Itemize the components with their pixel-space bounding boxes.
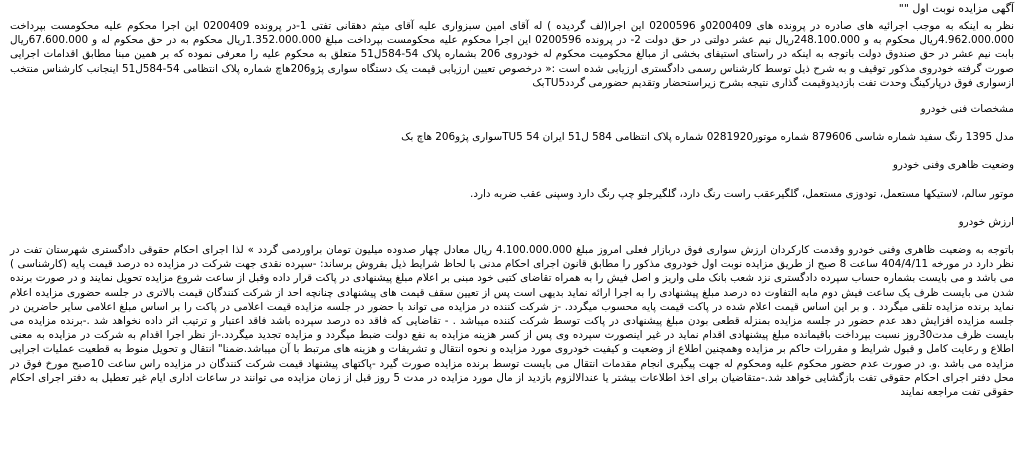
technical-specs-heading: مشخصات فنی خودرو bbox=[920, 103, 1014, 116]
appearance-text: موتور سالم، لاستیکها مستعمل، تودوزی مستعمل، گلگیرعقب راست رنگ دارد، گلگیرجلو چپ رنگ دارد وسپنی عقب ضربه دارد. bbox=[470, 187, 1014, 200]
notice-intro-paragraph: نظر به اینکه به موجب اجرائیه های صادره در پرونده های 0200409و 0200596 این اجرا(لف گردیده ) له آقای امین سبزواری علیه آقای میثم دهقانی تفتی 1-در پرونده 0200409 این اجرا محکوم علیه محکومست بپرداخت 4.962.000.000ریال محکوم به و 248.100.000ریال نیم عشر دولتی در حق دولت 2- در پرونده 0200596 این اجرا محکوم علیه محکومست بپرداخت مبلغ 1.352.000.000ریال محکوم به در حق محکوم له و 67.600.000ریال بابت نیم عشر در حق صندوق دولت باتوجه به اینکه در راستای استیفای بخشی از مبالغ محکومیت محکوم له خودروی 206 بشماره پلاک 54-584ل51 متعلق به محکوم علیه را معرفی نموده که بر همین مبنا مطابق اقدامات اجرایی صورت گرفته خودروی مذکور توقیف و به شرح ذیل توسط کارشناس رسمی دادگستری ارزیابی شده است :« درخصوص تعیین ارزیابی قیمت یک دستگاه سواری پژو206هاچ شماره پلاک انتظامی 54-584ل51 اینجانب کارشناس منتخب ازسواری فوق درپارکینگ وحدت تفت بازدیدوقیمت گذاری نتیجه بشرح زیراستحضار وتقدیم حضورمی گرددTU5بک bbox=[10, 20, 1014, 89]
appearance-heading: وضعیت ظاهری وفنی خودرو bbox=[892, 159, 1014, 172]
notice-title: آگهی مزایده نوبت اول "" bbox=[898, 2, 1014, 15]
technical-specs-text: مدل 1395 رنگ سفید شماره شاسی 879606 شماره موتور0281920 شماره پلاک انتظامی 584 ل51 ایران 54 TU5سواری پژو206 هاچ بک bbox=[401, 131, 1014, 144]
vehicle-value-and-terms: باتوجه به وضعیت ظاهری وفنی خودرو وقدمت کارکردان ارزش سواری فوق دربازار فعلی امروز مبلغ 4.100.000.000 ریال معادل چهار صدوده میلیون تومان براوردمی گردد » لذا اجرای احکام حقوقی دادگستری شهرستان تفت در نظر دارد در مورخه 404/4/11 ساعت 8 صبح از طریق مزایده نوبت اول خودروی مذکور را مطابق قانون اجرای احکام مدنی با لحاظ شرایط ذیل بفروش برساند: -سپرده نقدی جهت شرکت در مزایده ده درصد قیمت پایه (کارشناسی ) می باشد و می بایست بشماره حساب سپرده دادگستری نزد شعب بانک ملی واریز و اصل فیش را به همراه تقاضای کتبی خود مبنی بر اعلام مبلغ پیشنهادی در پاکت قرار داده وقبل از ساعت شروع مزایده تحویل نمایند و در صورت برنده شدن می بایست ظرف یک ساعت فیش دوم مابه التفاوت ده درصد مبلغ پیشنهادی را به اجرا ارائه نماید بدیهی است پس از تعیین سقف قیمت های پیشنهادی چنانچه احد از شرکت کنندگان قیمت بالاتری در جلسه حضوری مزایده اعلام نماید برنده مزایده تلقی میگردد . و بر این اساس قیمت اعلام شده در پاکت قیمت پایه محسوب میگردد. -ز شرکت کننده در مزایده می تواند با حضور در جلسه مزایده قیمت اعلامی در پاکت را بر اساس مبلغ اعلامی سایر حاضرین در جلسه مزایده افزایش دهد عدم حضور در جلسه مزایده بمنزله قطعی بودن مبلغ پیشنهادی در پاکت توسط شرکت کننده میباشد . - تقاضایی که فاقد ده درصد سپرده باشد فاقد اعتبار و ترتیب اثر داده نخواهد شد .-برنده مزایده می بایست ظرف مدت30روز نسبت بپرداخت باقیمانده مبلغ پیشنهادی اقدام نماید در غیر اینصورت سپرده وی پس از کسر هزینه مزایده به نفع دولت ضبط میگردد و مزایده تجدید میگردد.-از نظر اجرا اقدام به شرکت در مزایده به معنی اطلاع و رعایت کامل و قبول شرایط و مقررات حاکم بر مزایده وهمچنین اطلاع از وضعیت و کیفیت خودروی مورد مزایده و نحوه انتقال و تشریفات و هزینه های مرتبط با آن میباشد.ضمنا" انتقال و تحویل منوط به قطعیت عملیات اجرایی مزایده می باشد .و. در صورت عدم حضور محکوم علیه ومحکوم له جهت پیگیری انجام مقدمات انتقال می بایست توسط برنده مزایده صورت گیرد -پاکتهای پیشنهاد قیمت شرکت کنندگان در مزایده راس ساعت 10صبح مورخ فوق در محل دفتر اجرای احکام حقوقی تفت بازگشایی خواهد شد.-متقاضیان برای اخذ اطلاعات بیشتر یا عندالالزوم بازدید از مال مورد مزایده در مدت 5 روز قبل از زمان مزایده می توانند در ساعات اداری ایام غیر تعطیل به دفتر اجرای احکام حقوقی تفت مراجعه نمایند bbox=[10, 244, 1015, 399]
vehicle-value-heading: ارزش خودرو bbox=[958, 215, 1014, 228]
